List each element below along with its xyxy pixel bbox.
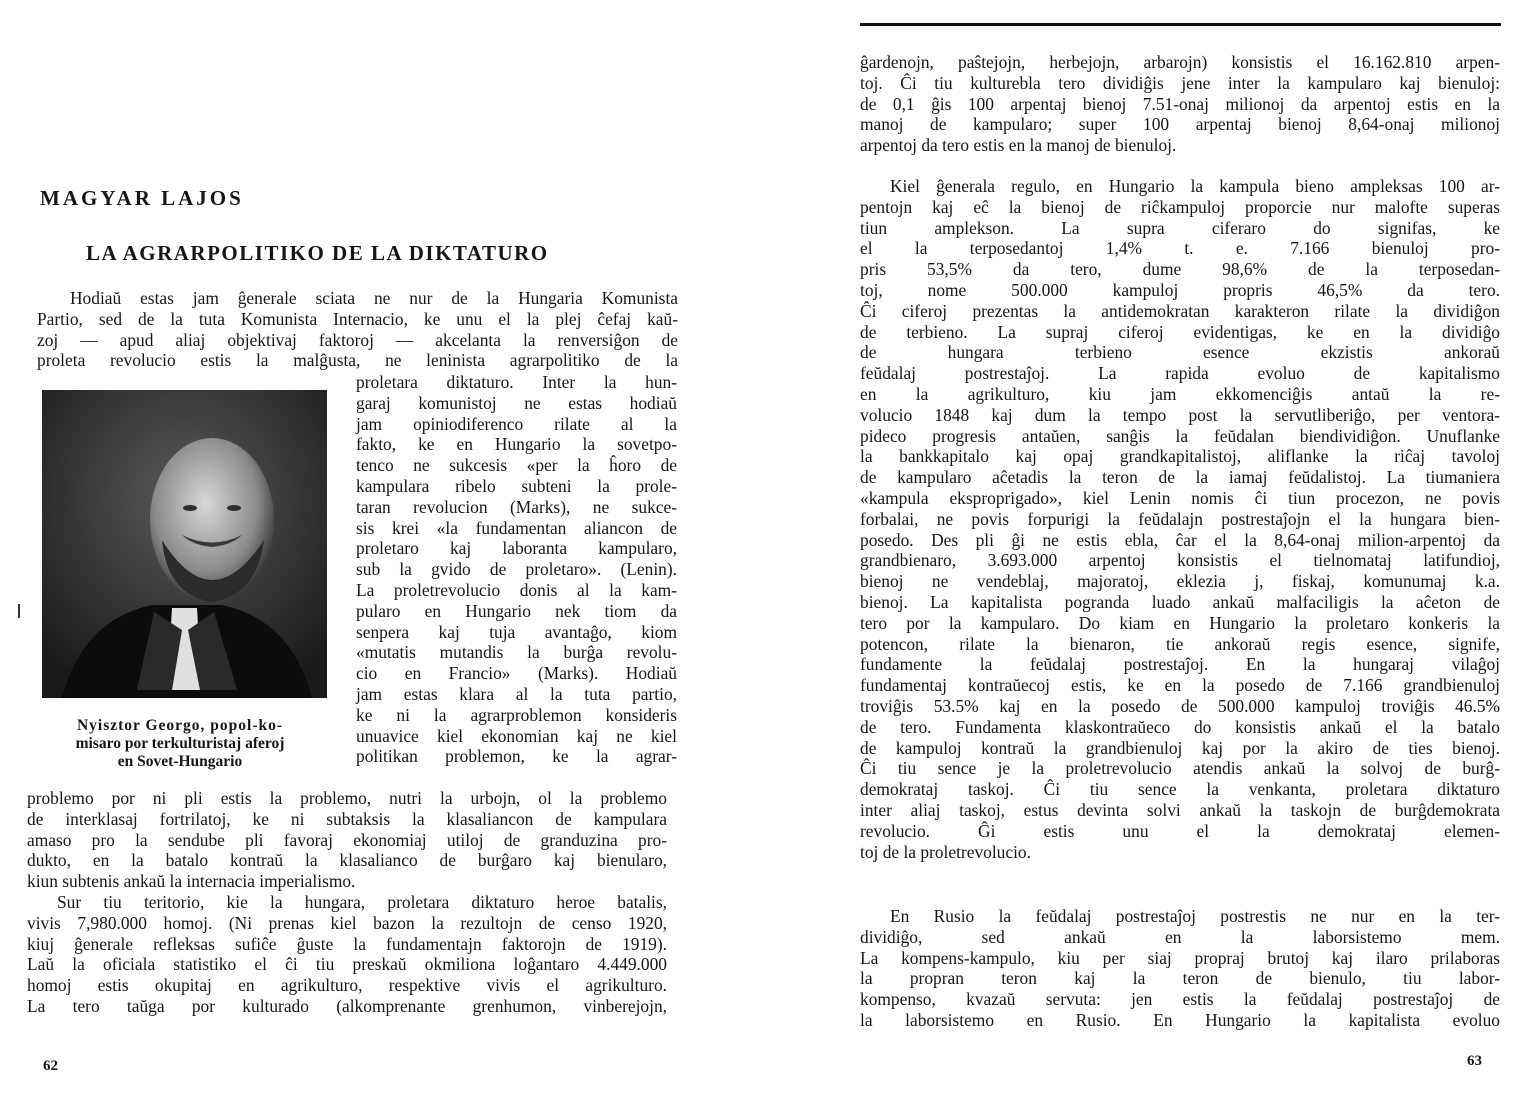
- text-line: toj de la proletrevolucio.: [860, 841, 1031, 862]
- text-line: de terbieno. La supraj ciferoj evidentigas, ke en la dividiĝo: [860, 321, 1500, 342]
- text-line: tiun amplekson. La supra ciferaro do signifas, ke: [860, 217, 1500, 238]
- text-line: el la terposedantoj 1,4% t. e. 7.166 bienuloj pro-: [860, 238, 1500, 259]
- text-line: proleta revolucio estis la malĝusta, ne leninista agrarpolitiko de la: [37, 350, 678, 371]
- intro-paragraph: [37, 288, 678, 371]
- text-line: En Rusio la feŭdalaj postrestaĵoj postrestis ne nur en la ter-: [890, 906, 1500, 926]
- continuation-paragraph: [860, 52, 1500, 156]
- text-line: toj, nome 500.000 kampuloj propris 46,5% da tero.: [860, 279, 1500, 300]
- text-line: sub la gvido de proletaro». (Lenin).: [356, 559, 677, 580]
- text-line: Sur tiu teritorio, kie la hungara, proletara diktaturo heroe batalis,: [57, 891, 667, 912]
- text-line: bienoj ne vendeblaj, majoratoj, eklezia j, fiskaj, komunumaj k.a.: [860, 571, 1500, 592]
- text-line: pularo en Hungario nek tiom da: [356, 600, 677, 621]
- text-line: grandbienaro, 3.693.000 arpentoj konsistis el tielnomataj latifundioj,: [860, 550, 1500, 571]
- text-line: tenco ne sukcesis «per la ĥoro de: [356, 455, 677, 476]
- page-number: 62: [43, 1058, 58, 1074]
- text-line: la laborsistemo en Rusio. En Hungario la kapitalista evoluo: [860, 1009, 1500, 1030]
- text-line: kiun subtenis ankaŭ la internacia imperialismo.: [27, 871, 356, 892]
- text-line: inter aliaj taskoj, estus devinta solvi ankaŭ la taskojn de burĝdemokrata: [860, 799, 1500, 820]
- text-line: manoj de kampularo; super 100 arpentaj bienoj 8,64-onaj milionoj: [860, 114, 1500, 135]
- text-line: proletara diktaturo. Inter la hun-: [356, 372, 677, 392]
- text-line: Kiel ĝenerala regulo, en Hungario la kampula bieno ampleksas 100 ar-: [890, 176, 1500, 196]
- portrait-photo: [42, 390, 327, 698]
- text-line: jam opiniodiferenco rilate al la: [356, 413, 677, 434]
- text-line: fundamente la feŭdalaj postrestaĵoj. En la hungaraj vilaĝoj: [860, 654, 1500, 675]
- text-line: proletaro kaj laboranta kampularo,: [356, 538, 677, 559]
- text-line: La proletrevolucio donis al la kam-: [356, 579, 677, 600]
- bottom-paragraphs: [27, 788, 667, 1017]
- text-line: potencon, rilate la bienaron, tie ankoraŭ regis esence, signife,: [860, 633, 1500, 654]
- text-line: arpentoj da tero estis en la manoj de bienuloj.: [860, 135, 1177, 156]
- text-line: dukto, en la batalo kontraŭ la klasalianco de burĝaro kaj bienularo,: [27, 850, 667, 871]
- text-line: ĝardenojn, paŝtejojn, herbejojn, arbarojn) konsistis el 16.162.810 arpen-: [860, 52, 1500, 72]
- portrait-image: [42, 390, 327, 698]
- text-line: Ĉi ciferoj prezentas la antidemokratan karakteron rilate la dividiĝon: [860, 300, 1500, 321]
- text-line: bienoj. La kapitalista pogranda luado ankaŭ malfaciligis la aĉeton de: [860, 591, 1500, 612]
- text-line: de interklasaj fortrilatoj, ke ni subtaksis la klasaliancon de kampulara: [27, 808, 667, 829]
- text-line: de kampularo aĉetadis la teron de la iamaj feŭdalistoj. La tiumaniera: [860, 467, 1500, 488]
- text-line: problemo por ni pli estis la problemo, nutri la urbojn, ol la problemo: [27, 788, 667, 808]
- text-line: garaj komunistoj ne estas hodiaŭ: [356, 392, 677, 413]
- text-line: volucio 1848 kaj dum la tempo post la servutliberiĝo, per ventora-: [860, 404, 1500, 425]
- text-line: kampulara ribelo subteni la prole-: [356, 475, 677, 496]
- text-line: zoj — apud aliaj objektivaj faktoroj — akcelanta la renversiĝon de: [37, 329, 678, 350]
- text-line: de tero. Fundamenta klaskontraŭeco do konsistis ankaŭ el la batalo: [860, 716, 1500, 737]
- closing-paragraph: [860, 906, 1500, 1031]
- text-line: troviĝis 53.5% kaj en la posedo de 500.000 kampuloj troviĝis 46.5%: [860, 695, 1500, 716]
- text-line: toj. Ĉi tiu kulturebla tero dividiĝis jene inter la kampularo kaj bienuloj:: [860, 72, 1500, 93]
- margin-mark: [18, 604, 20, 618]
- text-line: vivis 7,980.000 homoj. (Ni prenas kiel bazon la rezultojn de censo 1920,: [27, 912, 667, 933]
- text-line: demokrataj taskoj. Ĉi tiu sence la venkanta, proletara diktaturo: [860, 779, 1500, 800]
- text-line: cio en Francio» (Marks). Hodiaŭ: [356, 663, 677, 684]
- text-line: fundamentaj kontraŭecoj estis, ke en la posedo de 7.166 grandbienuloj: [860, 675, 1500, 696]
- left-page: [0, 0, 700, 1096]
- text-line: la bankkapitalo kaj opaj grandkapitalistoj, aliflanke la riĉaj tavoloj: [860, 446, 1500, 467]
- right-page: [850, 0, 1520, 1096]
- text-line: sis krei «la fundamentan aliancon de: [356, 517, 677, 538]
- page-number: 63: [1467, 1053, 1482, 1069]
- text-line: unuavice kiel ekonomian kaj ne kiel: [356, 725, 677, 746]
- text-line: jam estas klara al la tuta partio,: [356, 683, 677, 704]
- article-title: LA AGRARPOLITIKO DE LA DIKTATURO: [86, 241, 549, 265]
- text-line: politikan problemon, ke la agrar-: [356, 746, 677, 767]
- text-line: tero por la kampularo. Do kiam en Hungario la proletaro konkeris la: [860, 612, 1500, 633]
- text-line: amaso pro la sendube pli favoraj ekonomiaj utiloj de granduzina pro-: [27, 829, 667, 850]
- caption-line: en Sovet-Hungario: [117, 753, 243, 770]
- text-line: kiuj ĝenerale refleksas sufiĉe ĝuste la fundamentajn faktorojn de 1919).: [27, 933, 667, 954]
- main-paragraph: [860, 176, 1500, 862]
- photo-caption: [30, 717, 330, 771]
- text-line: taran revolucion (Marks), ne sukce-: [356, 496, 677, 517]
- text-line: «kampula eksproprigado», kiel Lenin nomis ĉi tiun procezon, ne povis: [860, 487, 1500, 508]
- text-line: ke ni la agrarproblemon konsideris: [356, 704, 677, 725]
- text-line: posedo. Des pli ĝi ne estis ebla, ĉar el la 8,64-onaj milion-arpentoj da: [860, 529, 1500, 550]
- text-line: la propran teron kaj la teron de bienulo, tiu labor-: [860, 968, 1500, 989]
- text-line: de 0,1 ĝis 100 arpentaj bienoj 7.51-onaj milionoj da arpentoj estis en la: [860, 93, 1500, 114]
- text-line: senpera kaj tuja avantaĝo, kiom: [356, 621, 677, 642]
- text-line: Partio, sed de la tuta Komunista Internacio, ke unu el la plej ĉefaj kaŭ-: [37, 308, 678, 329]
- text-line: de hungara terbieno esence ekzistis ankoraŭ: [860, 342, 1500, 363]
- text-line: kompenso, kvazaŭ servuta: jen estis la feŭdalaj postrestaĵoj de: [860, 989, 1500, 1010]
- text-line: revolucio. Ĝi estis unu el la demokrataj elemen-: [860, 820, 1500, 841]
- text-line: pentojn kaj eĉ la bienoj de riĉkampuloj proporcie nur malofte superas: [860, 196, 1500, 217]
- text-line: Ĉi tiu sence je la proletrevolucio atendis ankaŭ la solvoj de burĝ-: [860, 758, 1500, 779]
- text-line: fakto, ke en Hungario la sovetpo-: [356, 434, 677, 455]
- text-line: dividiĝo, sed ankaŭ en la laborsistemo mem.: [860, 926, 1500, 947]
- text-line: La kompens-kampulo, kiu per siaj propraj brutoj kaj ilaro prilaboras: [860, 947, 1500, 968]
- text-line: de kampuloj kontraŭ la grandbienuloj kaj por la akiro de ties bienoj.: [860, 737, 1500, 758]
- text-line: La tero taŭga por kulturado (alkomprenante grenhumon, vinberejojn,: [27, 995, 667, 1016]
- author-name: MAGYAR LAJOS: [40, 186, 244, 210]
- text-line: homoj estis okupitaj en agrikulturo, respektive vivis el agrikulturo.: [27, 975, 667, 996]
- header-rule: [860, 23, 1501, 26]
- text-line: Hodiaŭ estas jam ĝenerale sciata ne nur de la Hungaria Komunista: [70, 288, 678, 308]
- text-line: pideco progresis antaŭen, sanĝis la feŭdalan biendividiĝon. Unuflanke: [860, 425, 1500, 446]
- caption-line: Nyisztor Georgo, popol-ko-: [76, 717, 284, 734]
- text-line: Laŭ la oficiala statistiko el ĉi tiu preskaŭ okmiliona loĝantaro 4.449.000: [27, 954, 667, 975]
- right-column-text: [356, 372, 677, 767]
- text-line: en la agrikulturo, kiu jam ekkomenciĝis antaŭ la re-: [860, 383, 1500, 404]
- text-line: forbalai, ne povis forpurigi la feŭdalajn postrestaĵojn el la hungara bien-: [860, 508, 1500, 529]
- caption-line: misaro por terkulturistaj aferoj: [75, 735, 285, 752]
- text-line: pris 53,5% da tero, dume 98,6% de la terposedan-: [860, 259, 1500, 280]
- text-line: feŭdalaj postrestaĵoj. La rapida evoluo de kapitalismo: [860, 363, 1500, 384]
- text-line: «mutatis mutandis la burĝa revolu-: [356, 642, 677, 663]
